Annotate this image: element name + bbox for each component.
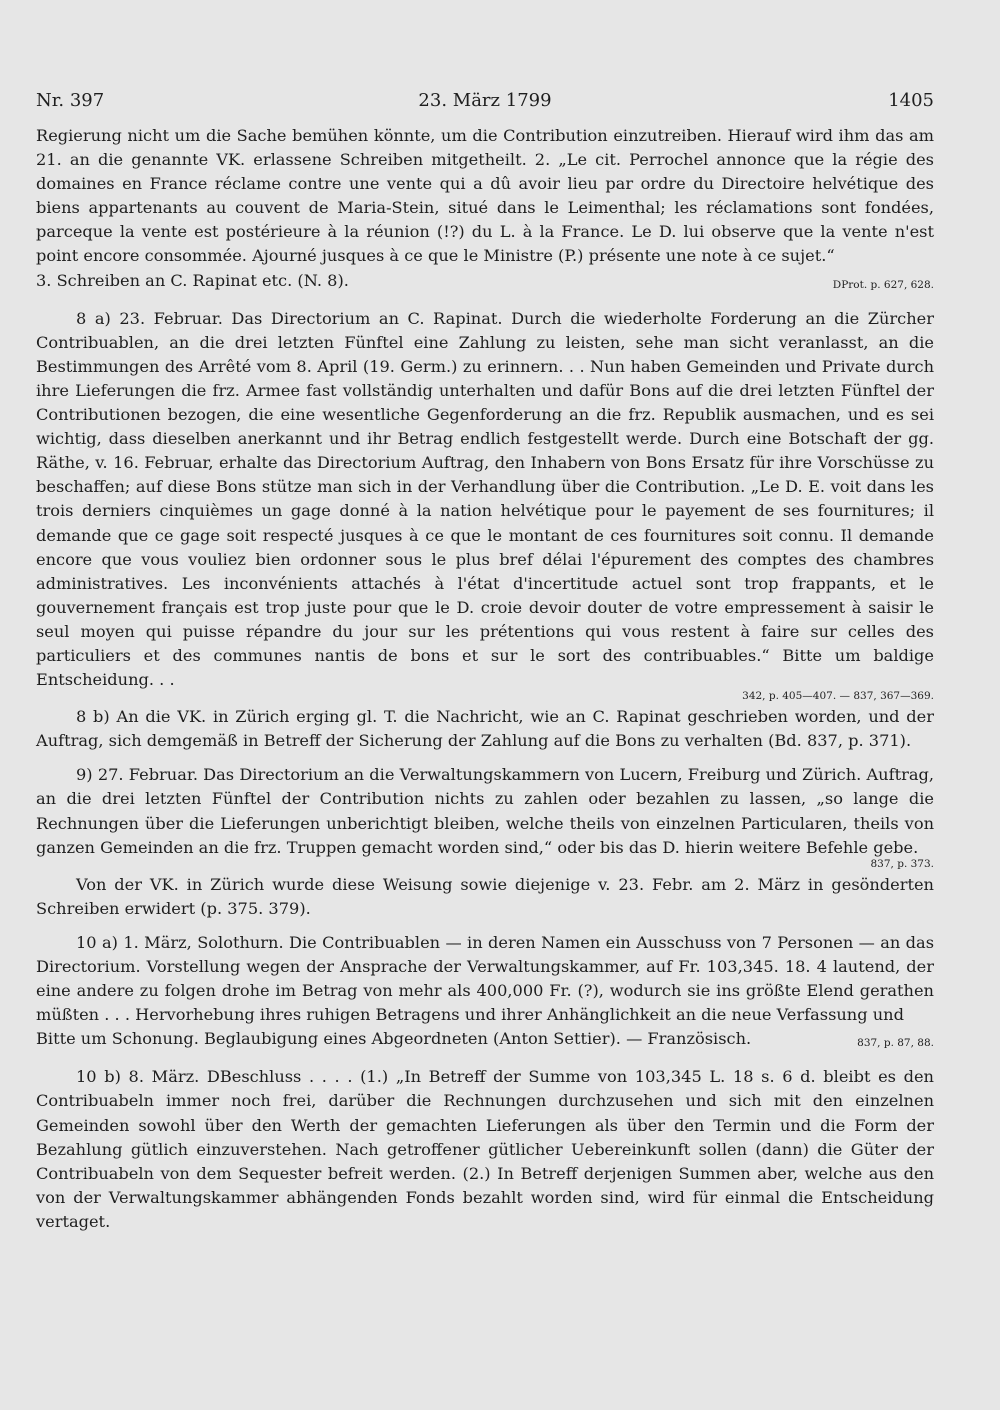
paragraph-text: Bitte um Schonung. Beglaubigung eines Abgeordneten (Anton Settier). — Französisch. <box>36 1029 752 1049</box>
source-reference: 837, p. 87, 88. <box>857 1037 934 1050</box>
paragraph-text: 3. Schreiben an C. Rapinat etc. (N. 8). <box>36 270 349 290</box>
paragraph-last-line <box>36 269 934 297</box>
paragraph-text: 10 b) 8. März. DBeschluss . . . . (1.) „In Betreff der Summe von 103,345 L. 18 s. 6 d. bleibt es den Contribuabeln immer noch frei, darüber die Rechnungen durchzusehen und sich mit den einzelnen Gemeinden sowohl über den Werth der gemachten Lieferungen als über den Termin und die Form der Bezahlung gütlich einzuverstehen. Nach getroffener gütlicher Uebereinkunft sollen (dann) die Güter der Contribuabeln von dem Sequester befreit werden. (2.) In Betreff derjenigen Summen aber, welche aus den von der Verwaltungskammer abhängenden Fonds bezahlt worden sind, wird für einmal die Entscheidung vertaget. <box>36 1067 934 1231</box>
page-header <box>36 90 934 114</box>
paragraph-10a <box>36 931 934 1027</box>
paragraph-10b <box>36 1065 934 1234</box>
paragraph-9 <box>36 763 934 859</box>
paragraph-continuation <box>36 124 934 269</box>
document-date: 23. März 1799 <box>418 90 552 111</box>
paragraph-8b <box>36 705 934 753</box>
document-number: Nr. 397 <box>36 90 105 111</box>
source-reference: DProt. p. 627, 628. <box>832 278 934 291</box>
page-number: 1405 <box>888 90 934 111</box>
source-reference: 342, p. 405—407. — 837, 367—369. <box>742 690 934 703</box>
paragraph-text: Von der VK. in Zürich wurde diese Weisung sowie diejenige v. 23. Febr. am 2. März in gesönderten Schreiben erwidert (p. 375. 379). <box>36 874 934 918</box>
document-body <box>36 124 934 1234</box>
paragraph-text: Regierung nicht um die Sache bemühen könnte, um die Contribution einzutreiben. Hierauf wird ihm das am 21. an die genannte VK. erlassene Schreiben mitgetheilt. 2. „Le cit. Perrochel annonce que la régie des domaines en France réclame contre une vente qui a dû avoir lieu par ordre du Directoire helvétique des biens appartenants au couvent de Maria-Stein, situé dans le Leimenthal; les réclamations sont fondées, parceque la vente est postérieure à la réunion (!?) du L. à la France. Le D. lui observe que la vente n'est point encore consommée. Ajourné jusques à ce que le Ministre (P.) présente une note à ce sujet.“ <box>36 126 934 266</box>
paragraph-text: 8 b) An die VK. in Zürich erging gl. T. die Nachricht, wie an C. Rapinat geschrieben worden, und der Auftrag, sich demgemäß in Betreff der Sicherung der Zahlung auf die Bons zu verhalten (Bd. 837, p. 371). <box>36 707 934 751</box>
paragraph-text: 8 a) 23. Februar. Das Directorium an C. Rapinat. Durch die wiederholte Forderung an die Zürcher Contribuablen, an die drei letzten Fünftel eine Zahlung zu leisten, sehe man sicht veranlasst, an die Bestimmungen des Arrêté vom 8. April (19. Germ.) zu erinnern. . . Nun haben Gemeinden und Private durch ihre Lieferungen die frz. Armee fast vollständig unterhalten und dafür Bons auf die drei letzten Fünftel der Contributionen bezogen, die eine wesentliche Gegenforderung an die frz. Republik ausmachen, und es sei wichtig, dass dieselben anerkannt und ihr Betrag endlich festgestellt werde. Durch eine Botschaft der gg. Räthe, v. 16. Februar, erhalte das Directorium Auftrag, den Inhabern von Bons Ersatz für ihre Vorschüsse zu beschaffen; auf diese Bons stütze man sich in der Verhandlung über die Contribution. „Le D. E. voit dans les trois derniers cinquièmes un gage donné à la nation helvétique pour le payement de ses fournitures; il demande que ce gage soit respecté jusques à ce que le montant de ces fournitures soit connu. Il demande encore que vous vouliez bien ordonner sous le plus bref délai l'épurement des comptes des chambres administratives. Les inconvénients attachés à l'état d'incertitude actuel sont trop frappants, et le gouvernement français est trop juste pour que le D. croie devoir douter de votre empressement à saisir le seul moyen qui puisse répandre du jour sur les prétentions qui vous restent à faire sur celles des particuliers et des communes nantis de bons et sur le sort des contribuables.“ Bitte um baldige Entscheidung. . . <box>36 308 934 690</box>
paragraph-text: 10 a) 1. März, Solothurn. Die Contribuablen — in deren Namen ein Ausschuss von 7 Personen — an das Directorium. Vorstellung wegen der Ansprache der Verwaltungskammer, auf Fr. 103,345. 18. 4 lautend, der eine andere zu folgen drohe im Betrag von mehr als 400,000 Fr. (?), wodurch sie ins größte Elend gerathen müßten . . . Hervorhebung ihres ruhigen Betragens und ihrer Anhänglichkeit an die neue Verfassung und <box>36 932 934 1025</box>
paragraph-vk-zurich <box>36 873 934 921</box>
paragraph-8a <box>36 307 934 693</box>
source-reference: 837, p. 373. <box>870 857 934 870</box>
paragraph-text: 9) 27. Februar. Das Directorium an die Verwaltungskammern von Lucern, Freiburg und Zürich. Auftrag, an die drei letzten Fünftel der Contribution nichts zu zahlen oder bezahlen zu lassen, „so lange die Rechnungen über die Lieferungen unberichtigt bleiben, welche theils von einzelnen Particularen, theils von ganzen Gemeinden an die frz. Truppen gemacht worden sind,“ oder bis das D. hierin weitere Befehle gebe. <box>36 765 934 857</box>
paragraph-last-line <box>36 1027 934 1055</box>
